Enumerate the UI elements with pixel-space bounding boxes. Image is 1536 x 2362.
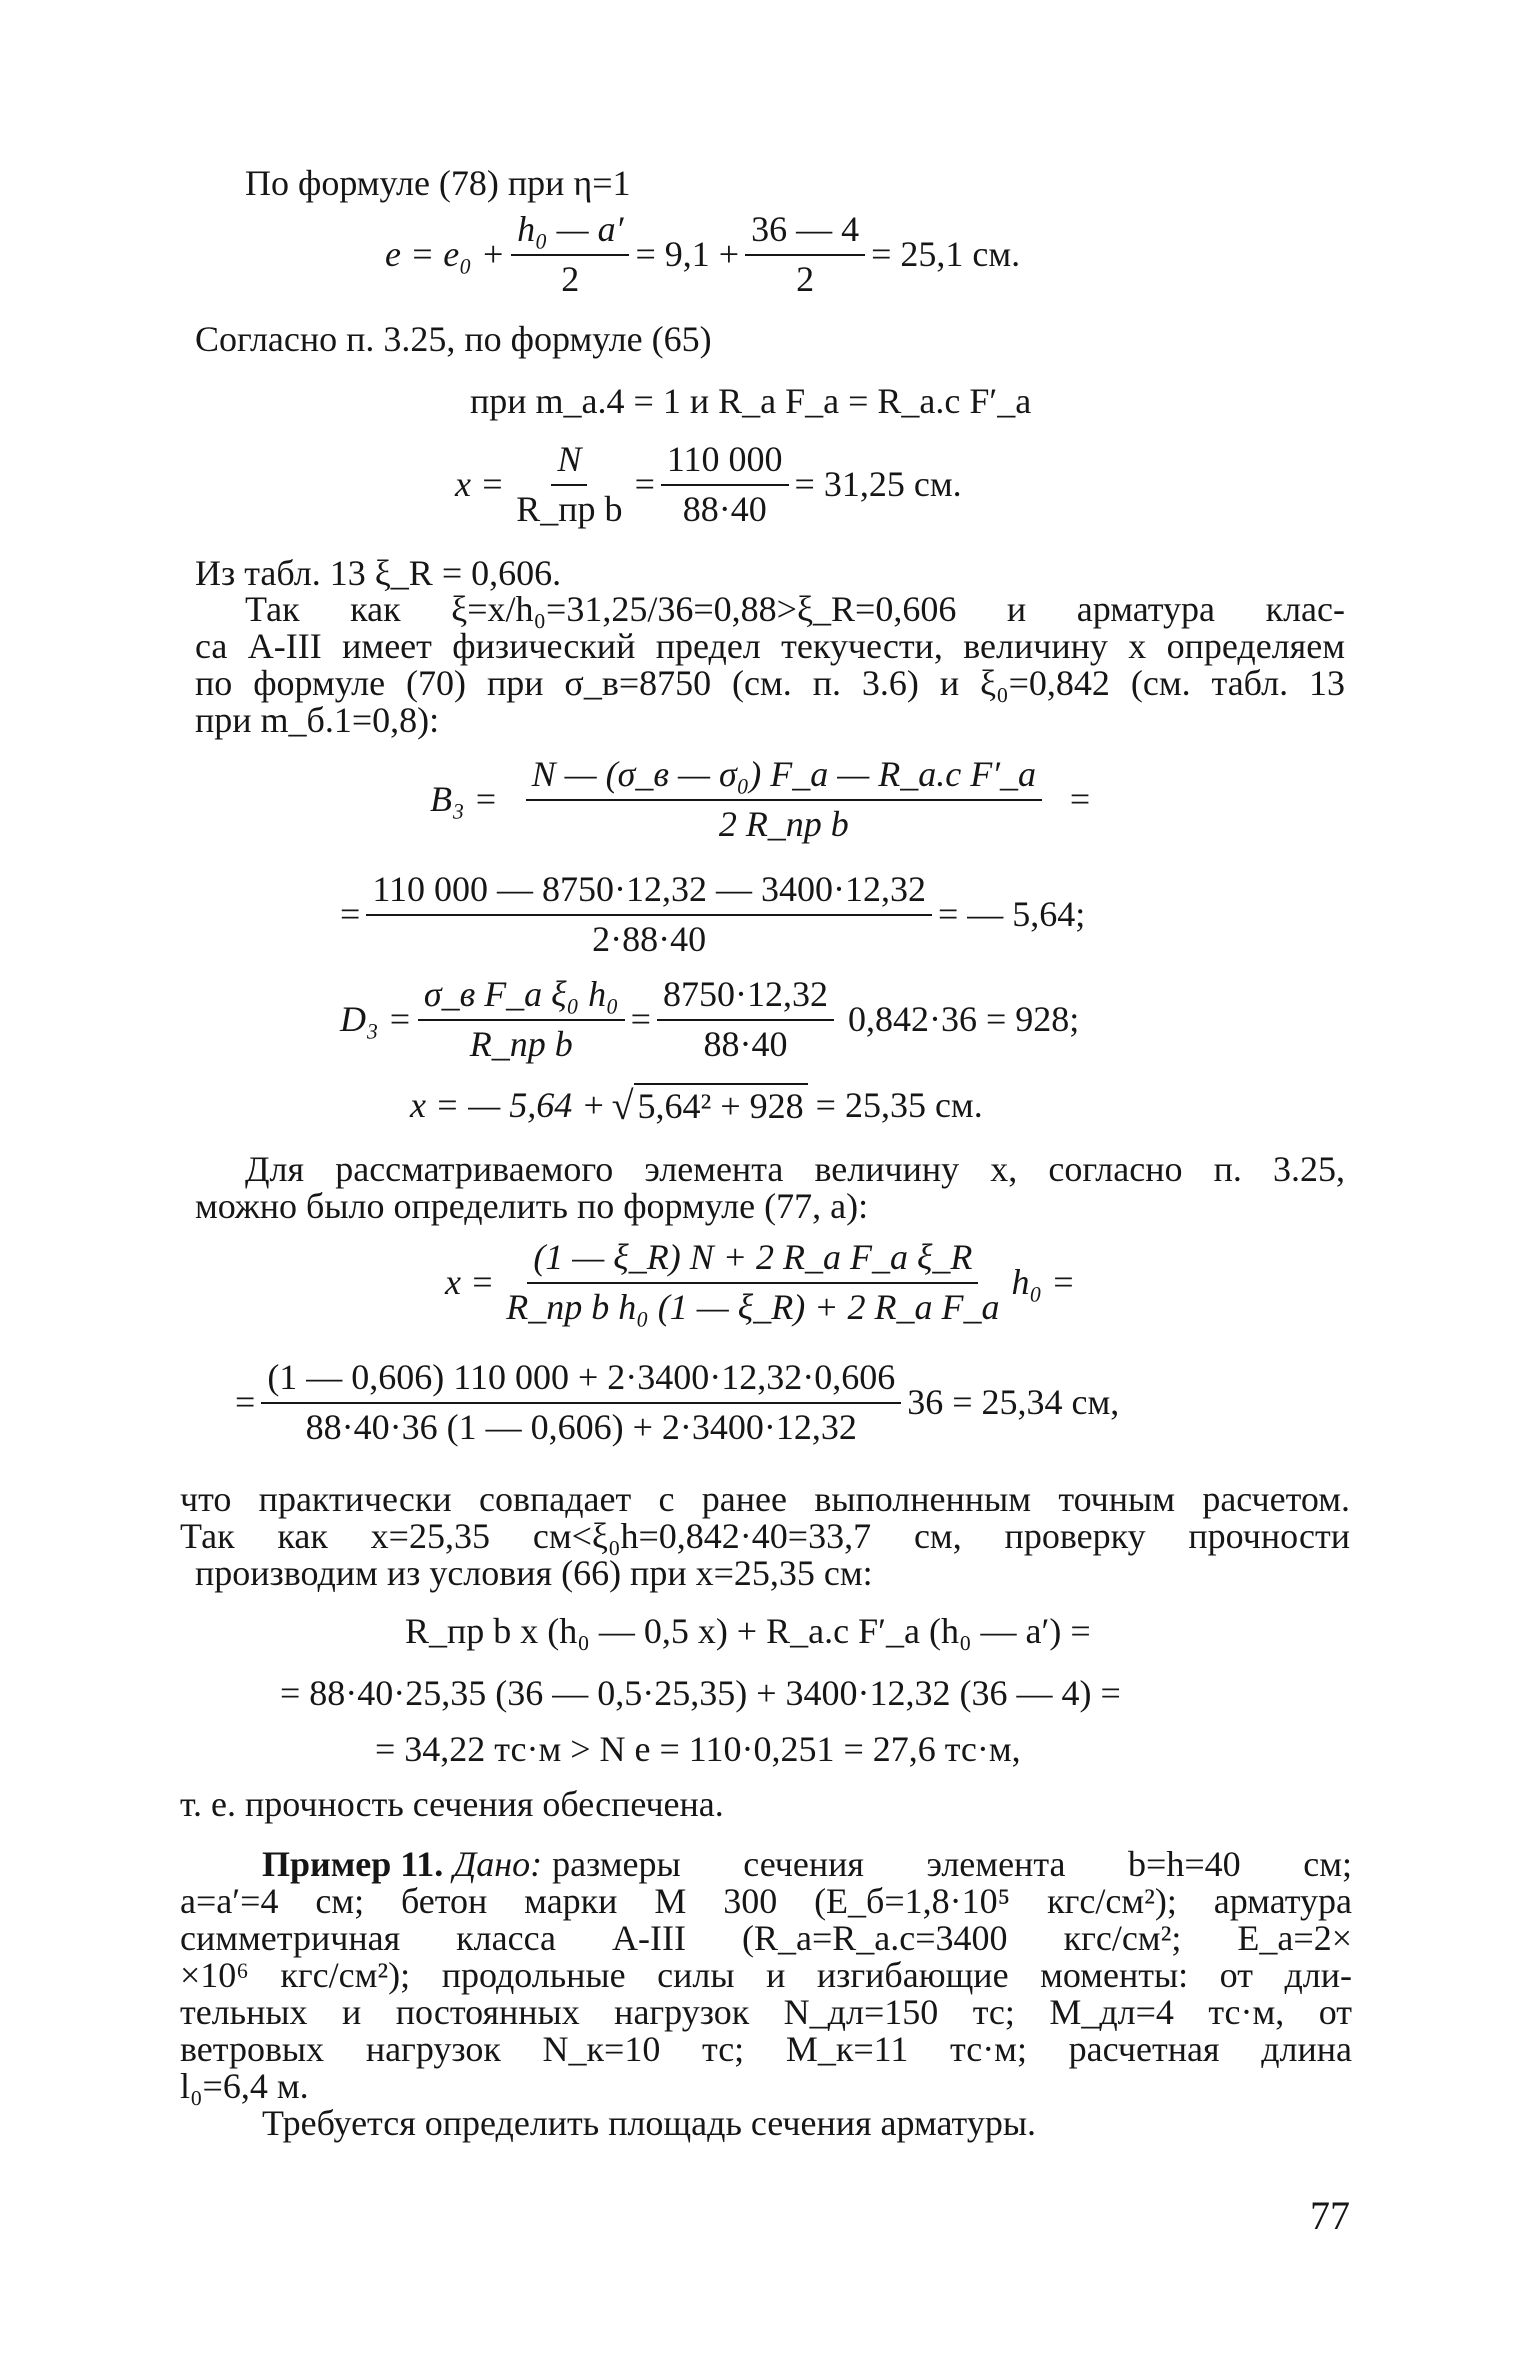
eq-x1-frac2-num: 110 000 — [661, 438, 789, 486]
sqrt-sign: √ — [611, 1082, 634, 1128]
eq-x3-frac — [500, 1236, 1005, 1330]
eq-D3-frac1-num: σ_в F_а ξ₀ h₀ — [418, 973, 625, 1021]
eq-B3-rhs: = — [1069, 779, 1091, 820]
eq-x3-lhs: x = — [445, 1261, 495, 1302]
intro-formula-65: Согласно п. 3.25, по формуле (65) — [195, 319, 712, 359]
eq-e-mid: = 9,1 + — [635, 234, 740, 275]
eq-x2-radicand: 5,64² + 928 — [634, 1083, 808, 1129]
eq-D3-lhs: D₃ = — [340, 999, 412, 1040]
eq-x1-frac1 — [510, 438, 628, 532]
eq-B3-den: 2 R_пр b — [718, 804, 849, 844]
eq-D3-frac1 — [418, 973, 625, 1067]
para1-line4: при m_б.1=0,8): — [195, 700, 440, 740]
eq-e-frac1 — [511, 208, 629, 302]
para2-line1: Для рассматриваемого элемента величину x, согласно п. 3.25, — [245, 1149, 1345, 1189]
eq-B3n-lhs: = — [340, 894, 361, 935]
example-line6: ветровых нагрузок N_к=10 тс; M_к=11 тс·м; расчетная длина — [180, 2029, 1352, 2069]
para3-line3: производим из условия (66) при x=25,35 см: — [195, 1553, 873, 1593]
eq-x2-rhs: = 25,35 см. — [815, 1085, 983, 1126]
eq-e-frac1-num: h₀ — a′ — [511, 208, 629, 256]
eq-x1-frac1-den: R_пр b — [516, 489, 623, 529]
check-eq-line3: = 34,22 тс·м > N e = 110·0,251 = 27,6 тс·м, — [375, 1729, 1021, 1769]
check-eq-line2: = 88·40·25,35 (36 — 0,5·25,35) + 3400·12,32 (36 — 4) = — [280, 1673, 1121, 1713]
example-line5: тельных и постоянных нагрузок N_дл=150 тс; M_дл=4 тс·м, от — [180, 1992, 1352, 2032]
eq-D3-frac2-num: 8750·12,32 — [657, 973, 834, 1021]
eq-B3n-rhs: = — 5,64; — [937, 894, 1086, 935]
eq-x3n-lhs: = — [235, 1381, 256, 1422]
eq-B3n-num: 110 000 — 8750·12,32 — 3400·12,32 — [366, 868, 932, 916]
eq-e-frac2 — [745, 208, 865, 302]
eq-e-frac2-den: 2 — [796, 259, 815, 299]
check-eq-line1: R_пр b x (h₀ — 0,5 x) + R_а.с F′_а (h₀ — a′) = — [405, 1611, 1091, 1651]
example-title: Пример 11. — [262, 1844, 444, 1884]
page-number: 77 — [1310, 2193, 1350, 2238]
eq-x3n-rhs: 36 = 25,34 см, — [907, 1381, 1120, 1422]
equation-x3-numeric — [235, 1345, 1119, 1460]
eq-x1-frac2-den: 88·40 — [682, 489, 767, 529]
example-line3: симметричная класса А-III (R_а=R_а.с=3400 кгс/см²; E_а=2× — [180, 1918, 1352, 1958]
eq-B3-lhs: B₃ = — [430, 779, 498, 820]
example-given: Дано: — [453, 1844, 543, 1884]
eq-x3n-frac — [261, 1356, 901, 1450]
intro-formula-78: По формуле (78) при η=1 — [245, 163, 631, 203]
para1-line2: са А-III имеет физический предел текучести, величину x определяем — [195, 626, 1345, 666]
eq-x2-lhs: x = — 5,64 + — [410, 1085, 606, 1126]
eq-B3n-frac — [366, 868, 932, 962]
equation-x1 — [455, 430, 962, 540]
example-line7: l₀=6,4 м. — [180, 2066, 309, 2106]
example-line2: a=a′=4 см; бетон марки М 300 (E_б=1,8·10⁵ кгс/см²); арматура — [180, 1881, 1352, 1921]
eq-e-frac2-num: 36 — 4 — [745, 208, 865, 256]
para1-line3: по формуле (70) при σ_в=8750 (см. п. 3.6) и ξ₀=0,842 (см. табл. 13 — [195, 663, 1345, 703]
eq-e-frac1-den: 2 — [561, 259, 580, 299]
eq-D3-rhs: 0,842·36 = 928; — [847, 999, 1080, 1040]
eq-x1-frac2 — [661, 438, 789, 532]
eq-x1-rhs: = 31,25 см. — [794, 464, 962, 505]
eq-x3n-den: 88·40·36 (1 — 0,606) + 2·3400·12,32 — [305, 1406, 857, 1447]
example-line4: ×10⁶ кгс/см²); продольные силы и изгибающие моменты: от дли- — [180, 1955, 1352, 1995]
eq-e-rhs: = 25,1 см. — [871, 234, 1021, 275]
eq-x3n-num: (1 — 0,606) 110 000 + 2·3400·12,32·0,606 — [261, 1356, 901, 1404]
para2-line2: можно было определить по формуле (77, а): — [195, 1186, 869, 1226]
equation-e — [385, 205, 1020, 305]
eq-D3-frac2 — [657, 973, 834, 1067]
table-13-note: Из табл. 13 ξ_R = 0,606. — [195, 553, 562, 593]
eq-B3-frac — [504, 753, 1064, 847]
task-statement: Требуется определить площадь сечения арматуры. — [262, 2103, 1036, 2143]
conclusion: т. е. прочность сечения обеспечена. — [180, 1784, 724, 1824]
para1-line1: Так как ξ=x/h₀=31,25/36=0,88>ξ_R=0,606 и арматура клас- — [245, 589, 1345, 629]
condition-65: при m_а.4 = 1 и R_а F_а = R_а.с F′_а — [470, 381, 1032, 421]
example-line1-text: размеры сечения элемента b=h=40 см; — [552, 1844, 1352, 1884]
eq-x1-frac1-num: N — [551, 438, 587, 486]
para3-line1: что практически совпадает с ранее выполненным точным расчетом. — [180, 1479, 1350, 1519]
eq-D3-frac2-den: 88·40 — [703, 1024, 788, 1064]
eq-x3-num: (1 — ξ_R) N + 2 R_а F_а ξ_R — [527, 1236, 978, 1284]
eq-D3-frac1-den: R_пр b — [469, 1024, 573, 1064]
eq-x3-rhs: h₀ = — [1011, 1261, 1076, 1302]
equation-B3-numeric — [340, 860, 1085, 970]
eq-D3-mid: = — [630, 999, 651, 1040]
eq-x1-mid: = — [634, 464, 655, 505]
equation-D3 — [340, 965, 1079, 1075]
equation-B3 — [430, 745, 1090, 855]
para3-line2: Так как x=25,35 см<ξ₀h=0,842·40=33,7 см, проверку прочности — [180, 1516, 1350, 1556]
eq-B3n-den: 2·88·40 — [592, 919, 707, 959]
eq-x3-den: R_пр b h₀ (1 — ξ_R) + 2 R_а F_а — [506, 1286, 1000, 1327]
eq-e-lhs: e = e₀ + — [385, 234, 506, 275]
equation-x3 — [445, 1225, 1075, 1340]
eq-x1-lhs: x = — [455, 464, 505, 505]
equation-x2 — [410, 1078, 983, 1134]
eq-B3-num: N — (σ_в — σ₀) F_а — R_а.с F′_а — [526, 753, 1043, 801]
